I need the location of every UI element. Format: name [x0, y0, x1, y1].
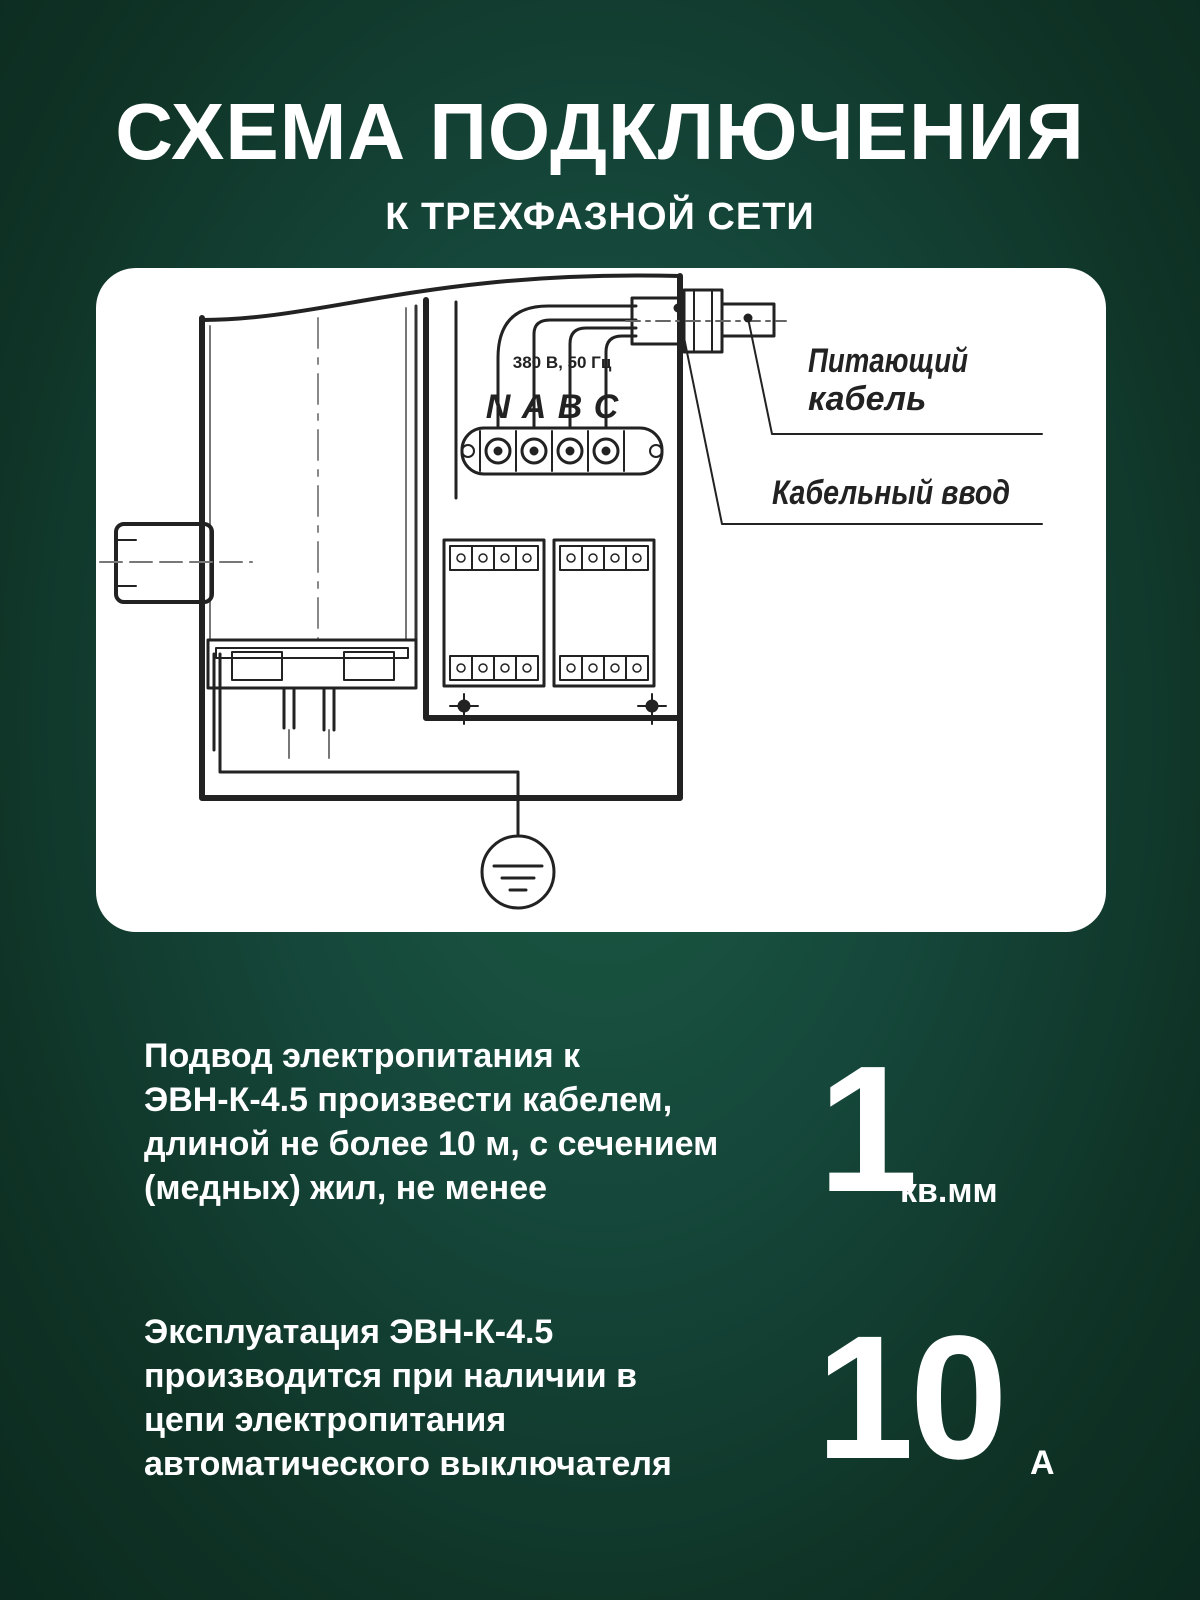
cross-section-unit: кв.мм: [900, 1172, 998, 1210]
terminal-block-hole: [462, 445, 474, 457]
page-subtitle: К ТРЕХФАЗНОЙ СЕТИ: [385, 196, 815, 238]
text-line: производится при наличии в: [144, 1357, 638, 1395]
voltage-label: 380 В, 50 Гц: [512, 353, 612, 372]
breaker-right: [554, 540, 654, 686]
text-line: длиной не более 10 м, с сечением: [144, 1125, 719, 1163]
text-line: (медных) жил, не менее: [144, 1169, 548, 1207]
heater-nut: [232, 652, 282, 680]
text-line: Подвод электропитания к: [144, 1037, 581, 1075]
enclosure-top-edge: [202, 276, 680, 320]
ground-symbol: [482, 836, 554, 908]
terminal-label-a: A: [521, 388, 547, 426]
heater-terminals: [284, 688, 334, 730]
cable-entry-label: Кабельный ввод: [772, 474, 1010, 512]
heater-terminal-wires: [289, 730, 329, 758]
power-cable-label-line2: кабель: [808, 380, 927, 418]
cable-requirement-text: [144, 1034, 824, 1210]
power-cable-label-line1: Питающий: [808, 342, 969, 380]
heater-nut: [344, 652, 394, 680]
wiring-diagram-panel: [96, 268, 1106, 932]
terminal-block-hole: [650, 445, 662, 457]
terminal-label-b: B: [557, 388, 583, 426]
cross-section-value: 1: [818, 1029, 919, 1230]
breaker-current-unit: А: [1030, 1444, 1055, 1482]
breaker-requirement-text: [144, 1310, 824, 1486]
wiring-diagram: [96, 268, 1106, 932]
terminal-block: [462, 428, 662, 474]
terminal-label-c: C: [593, 388, 619, 426]
text-line: ЭВН-К-4.5 произвести кабелем,: [144, 1081, 673, 1119]
text-line: автоматического выключателя: [144, 1445, 672, 1483]
text-line: Эксплуатация ЭВН-К-4.5: [144, 1313, 554, 1351]
breaker-left: [444, 540, 544, 686]
text-line: цепи электропитания: [144, 1401, 507, 1439]
breaker-current-value: 10: [816, 1300, 1004, 1496]
terminal-label-n: N: [485, 388, 511, 426]
page-title: СХЕМА ПОДКЛЮЧЕНИЯ: [115, 87, 1085, 176]
